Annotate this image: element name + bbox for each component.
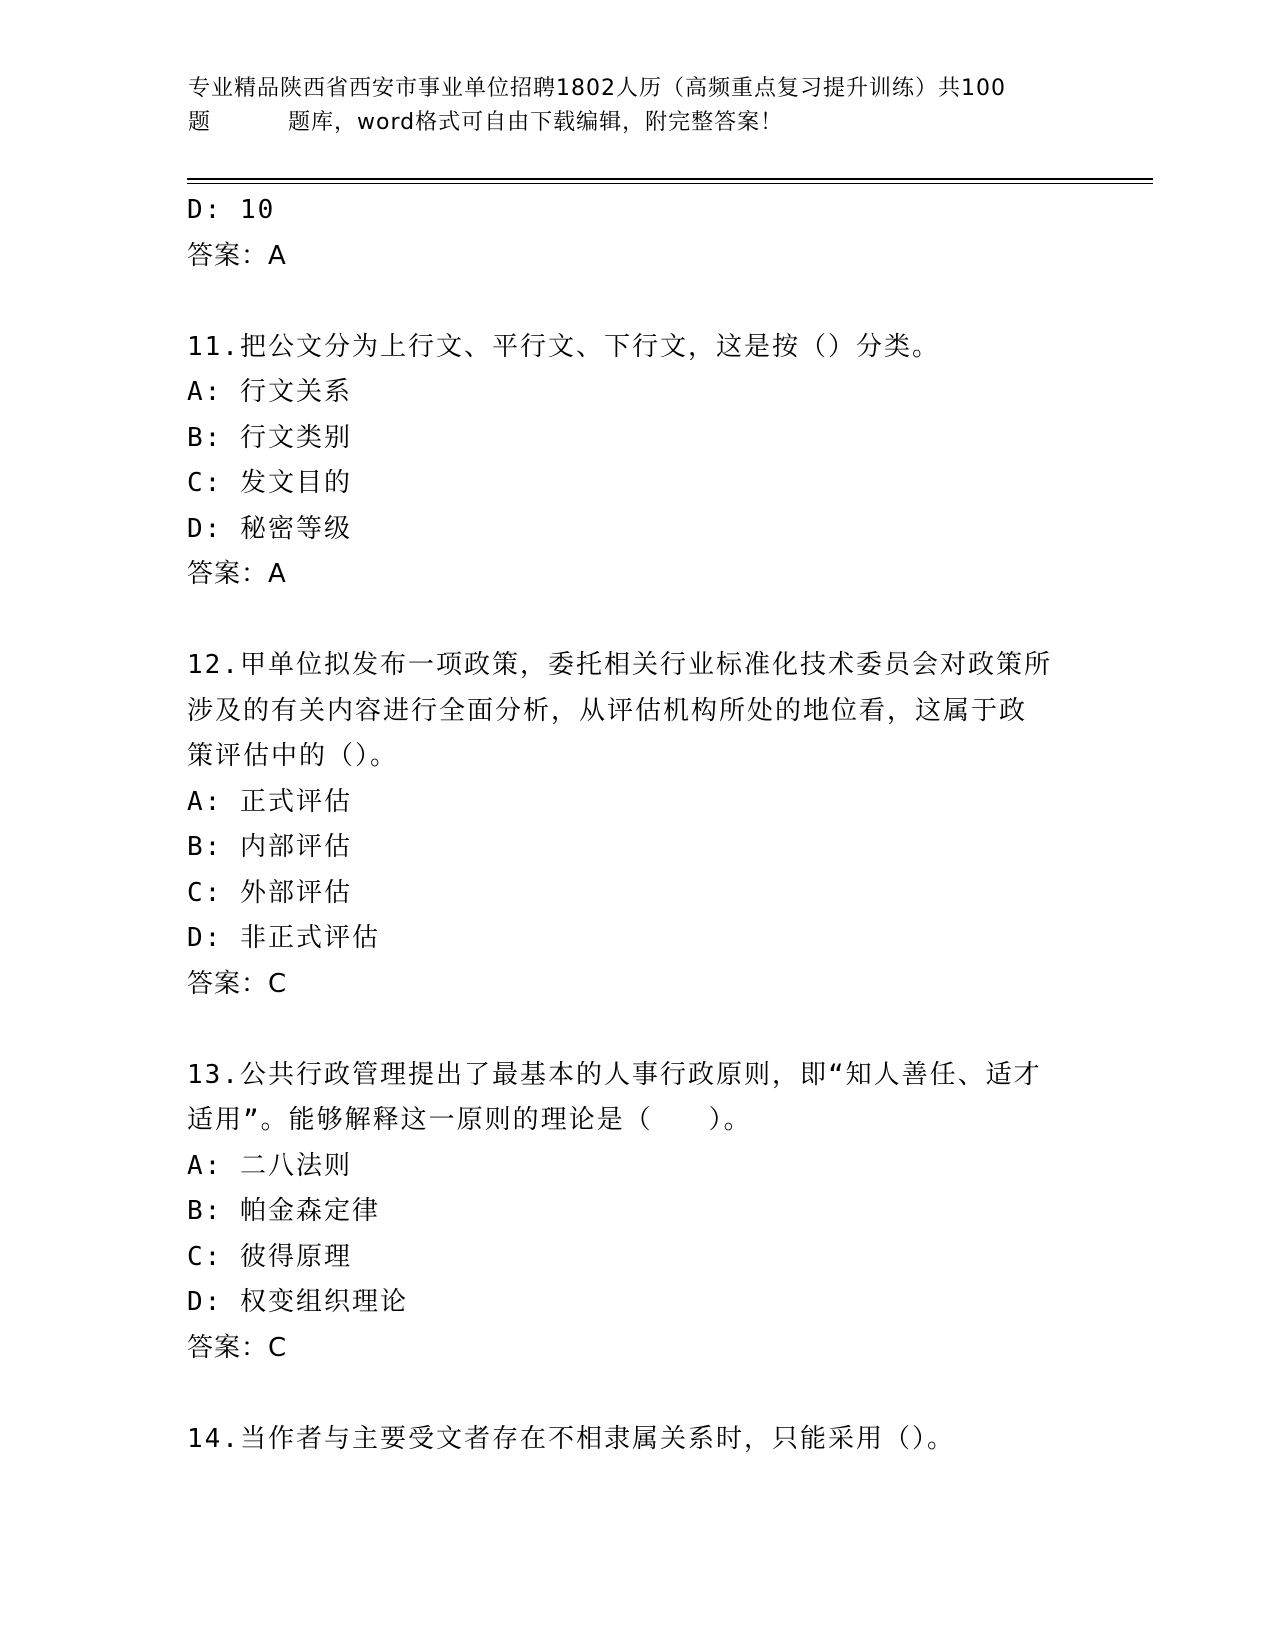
option-b: B: 帕金森定律 [187, 1196, 380, 1226]
answer-line: 答案：A [187, 240, 287, 271]
header-divider-thin [187, 183, 1153, 184]
option-a: A: 二八法则 [187, 1150, 352, 1181]
option-b: B: 行文类别 [187, 422, 352, 453]
question-stem-line: 12.甲单位拟发布一项政策，委托相关行业标准化技术委员会对政策所 [187, 650, 1052, 680]
option-d: D: 10 [187, 195, 276, 225]
question-10-tail [187, 188, 1087, 279]
header-title-line-2-lead: 题 [188, 110, 212, 135]
option-d: D: 非正式评估 [187, 923, 380, 953]
option-d: D: 秘密等级 [187, 513, 352, 544]
option-a: A: 行文关系 [187, 377, 352, 407]
document-header [188, 72, 1068, 140]
header-title-line-2 [188, 106, 1068, 140]
option-b: B: 内部评估 [187, 832, 352, 862]
question-11 [187, 325, 1087, 598]
option-c: C: 外部评估 [187, 877, 352, 908]
option-a: A: 正式评估 [187, 786, 352, 817]
answer-line: 答案：C [187, 968, 288, 999]
question-stem-line: 适用”。能够解释这一原则的理论是（ ）。 [187, 1105, 752, 1135]
header-title-line-1: 专业精品陕西省西安市事业单位招聘1802人历（高频重点复习提升训练）共100 [188, 76, 1006, 101]
question-stem-line: 13.公共行政管理提出了最基本的人事行政原则，即“知人善任、适才 [187, 1059, 1042, 1090]
question-stem-line: 策评估中的（）。 [187, 741, 399, 771]
option-d: D: 权变组织理论 [187, 1287, 408, 1317]
header-title-line-2-rest: 题库，word格式可自由下载编辑，附完整答案！ [288, 110, 784, 135]
spacer [187, 1371, 1087, 1417]
header-divider-thick [187, 178, 1153, 180]
question-stem-line: 11.把公文分为上行文、平行文、下行文，这是按（）分类。 [187, 331, 940, 362]
question-stem-line: 涉及的有关内容进行全面分析，从评估机构所处的地位看，这属于政 [187, 695, 1028, 726]
question-stem-line: 14.当作者与主要受文者存在不相隶属关系时，只能采用（）。 [187, 1423, 955, 1454]
question-list [187, 188, 1087, 1462]
spacer [187, 598, 1087, 644]
answer-line: 答案：A [187, 559, 287, 589]
option-c: C: 彼得原理 [187, 1241, 352, 1272]
spacer [187, 1007, 1087, 1053]
question-13 [187, 1053, 1087, 1372]
question-12 [187, 643, 1087, 1007]
question-14 [187, 1417, 1087, 1463]
answer-line: 答案：C [187, 1332, 288, 1363]
spacer [187, 279, 1087, 325]
option-c: C: 发文目的 [187, 468, 352, 498]
